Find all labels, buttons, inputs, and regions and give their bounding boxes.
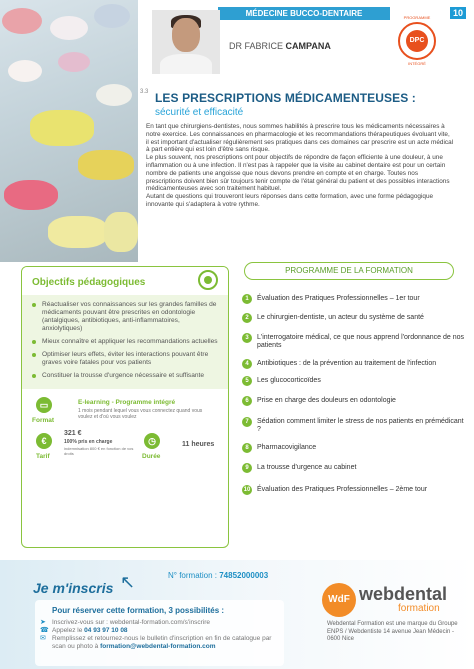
author-portrait xyxy=(152,10,220,74)
objectives-panel xyxy=(21,266,229,548)
objective-item: Constituer la trousse d'urgence nécessaire et suffisante xyxy=(32,372,218,380)
tarif-small: indemnisation 800 € en fonction de vos droits xyxy=(64,446,134,456)
program-text: Sédation comment limiter le stress de nos patients en prémédicant ? xyxy=(257,417,464,434)
program-text: Pharmacovigilance xyxy=(257,443,317,451)
pill-shape xyxy=(8,60,42,82)
category-banner: MÉDECINE BUCCO-DENTAIRE xyxy=(218,7,390,20)
cursor-icon: ➤ xyxy=(40,619,46,626)
target-icon xyxy=(198,270,218,290)
program-number: 9 xyxy=(242,463,252,473)
objective-item: Mieux connaître et appliquer les recommandations actuelles xyxy=(32,338,218,346)
objectives-header xyxy=(22,267,228,295)
objective-item: Optimiser leurs effets, éviter les interactions pouvant être graves voire fatales pour vos patients xyxy=(32,351,218,367)
article-title: LES PRESCRIPTIONS MÉDICAMENTEUSES : xyxy=(155,91,416,105)
author-name xyxy=(229,41,331,51)
article-paragraph: Le plus souvent, nos prescriptions ont pour objectifs de répondre de façon efficiente à une douleur, à une inflammation ou à une infection. Il n'est pas à rappeler que la visite au cabinet dentaire est pour un certain nombre de patients une angoisse que nous devons prendre en compte et en charge. Toutes nos prescriptions doivent bien sûr toujours tenir compte de l'état général du patient et des possibles interactions médicamenteuses avec son traitement habituel. xyxy=(146,154,450,193)
option3-email[interactable]: formation@webdental-formation.com xyxy=(100,643,216,650)
portrait-body xyxy=(160,54,212,74)
program-item xyxy=(242,397,464,405)
mail-icon: ✉ xyxy=(40,635,46,642)
format-label: Format xyxy=(32,417,55,424)
duree-value: 11 heures xyxy=(182,441,215,448)
signup-heading: Je m'inscris xyxy=(33,580,114,596)
program-text: Antibiotiques : de la prévention au traitement de l'infection xyxy=(257,359,437,367)
program-title: PROGRAMME DE LA FORMATION xyxy=(244,262,454,280)
program-number: 2 xyxy=(242,313,252,323)
program-number: 4 xyxy=(242,359,252,369)
brand-note: Webdental Formation est une marque du Groupe ENPS / Webdentiste 14 avenue Jean Médecin - 0600 Nice xyxy=(327,621,458,643)
euro-icon: € xyxy=(36,433,52,449)
program-number: 7 xyxy=(242,417,252,427)
option1-url[interactable]: webdental-formation.com/s'inscrire xyxy=(109,619,211,626)
dpc-ring-bottom: INTÉGRÉ xyxy=(408,61,426,66)
portrait-head xyxy=(172,18,200,52)
program-text: La trousse d'urgence au cabinet xyxy=(257,464,357,472)
pill-shape xyxy=(78,150,134,180)
program-text: Le chirurgien-dentiste, un acteur du système de santé xyxy=(257,314,424,322)
pill-shape xyxy=(4,180,58,210)
article-paragraph: Autant de questions qui trouveront leurs réponses dans cette formation, avec une forme pédagogique innovante qui s'adaptera à votre rythme. xyxy=(146,193,434,208)
brand-subtitle: formation xyxy=(398,603,440,614)
reserve-option-phone xyxy=(40,627,280,635)
brand-name: webdental xyxy=(359,584,448,604)
option3-text: Remplissez et retournez-nous le bulletin d'inscription en fin de catalogue par scan ou photo à xyxy=(52,635,272,650)
objective-item: Réactualiser vos connaissances sur les grandes familles de médicaments pouvant être prescrites en odontologie (antalgiques, antibiotiques, anti-inflammatoires, anxiolytiques) xyxy=(32,301,218,333)
article-subtitle: sécurité et efficacité xyxy=(155,107,244,118)
phone-icon: ☎ xyxy=(40,627,49,634)
pill-shape xyxy=(50,16,88,40)
cursor-icon: ↖ xyxy=(120,572,136,592)
option2-phone[interactable]: 04 93 97 10 08 xyxy=(84,627,128,634)
program-text: Les glucocorticoïdes xyxy=(257,377,321,385)
format-text: 1 mois pendant lequel vous vous connectez quand vous voulez et d'où vous voulez xyxy=(78,408,203,420)
article xyxy=(138,83,474,263)
laptop-icon: ▭ xyxy=(36,397,52,413)
program-item xyxy=(242,314,464,322)
program-text: Évaluation des Pratiques Professionnelles – 2ème tour xyxy=(257,486,428,494)
formation-number-label: N° formation : xyxy=(168,571,217,580)
pills-photo xyxy=(0,0,138,262)
reserve-title: Pour réserver cette formation, 3 possibilités : xyxy=(52,606,225,615)
course-info xyxy=(22,389,228,477)
pill-shape xyxy=(30,110,94,146)
pill-shape xyxy=(2,8,42,34)
program-item xyxy=(242,444,464,452)
program-number: 1 xyxy=(242,294,252,304)
pill-shape xyxy=(94,4,130,28)
pill-shape xyxy=(96,84,132,106)
program-list xyxy=(242,295,464,495)
tarif-label: Tarif xyxy=(36,453,50,460)
program-item xyxy=(242,334,464,351)
program-number: 6 xyxy=(242,396,252,406)
pill-shape xyxy=(104,212,138,252)
program-number: 8 xyxy=(242,443,252,453)
reserve-option-web xyxy=(40,619,280,627)
formation-number xyxy=(168,571,268,580)
program-text: Prise en charge des douleurs en odontologie xyxy=(257,397,396,405)
article-paragraph: En tant que chirurgiens-dentistes, nous sommes habilités à prescrire tous les médicaments nécessaires à notre exercice. Les connaissances en pharmacologie et les recommandations thérapeutiques évoluant vite, il est important d'actualiser régulièrement ses pratiques dans ces domaines car prescrire est un acte médical à part entière qui est loin d'être sans risque. xyxy=(146,123,454,154)
program-text: Évaluation des Pratiques Professionnelles – 1er tour xyxy=(257,295,420,302)
program-number: 10 xyxy=(243,487,251,494)
author-prefix: DR FABRICE xyxy=(229,41,284,51)
reserve-option-mail xyxy=(40,635,280,651)
objectives-list xyxy=(22,295,228,389)
option1-prefix: Inscrivez-vous sur : xyxy=(52,619,108,626)
dpc-badge xyxy=(398,15,436,66)
program-number: 3 xyxy=(242,333,252,343)
program-item xyxy=(242,295,464,303)
format-title: E-learning - Programme intégré xyxy=(78,399,176,406)
author-surname: CAMPANA xyxy=(285,41,331,51)
pill-shape xyxy=(48,216,108,248)
webdental-logo: WdF xyxy=(322,583,356,617)
page-number: 10 xyxy=(450,7,466,19)
tarif-note: 100% pris en charge xyxy=(64,439,113,445)
formation-number-value: 74852000003 xyxy=(219,571,269,580)
program-item xyxy=(242,418,464,435)
program-number: 5 xyxy=(242,376,252,386)
dpc-ring-top: PROGRAMME xyxy=(403,15,431,20)
program-item xyxy=(242,486,464,494)
article-body xyxy=(146,123,454,209)
program-text: L'interrogatoire médical, ce que nous apprend l'ordonnance de nos patients xyxy=(257,333,464,350)
program-item xyxy=(242,464,464,472)
program-item xyxy=(242,377,464,385)
dpc-core: DPC xyxy=(406,30,428,52)
reserve-options xyxy=(40,619,280,651)
clock-icon: ◷ xyxy=(144,433,160,449)
pill-shape xyxy=(58,52,90,72)
tarif-value: 321 € xyxy=(64,430,82,437)
objectives-title: Objectifs pédagogiques xyxy=(32,277,146,288)
program-item xyxy=(242,360,464,368)
option2-prefix: Appelez le xyxy=(52,627,83,634)
duree-label: Durée xyxy=(142,453,161,460)
section-number: 3.3 xyxy=(140,89,149,95)
